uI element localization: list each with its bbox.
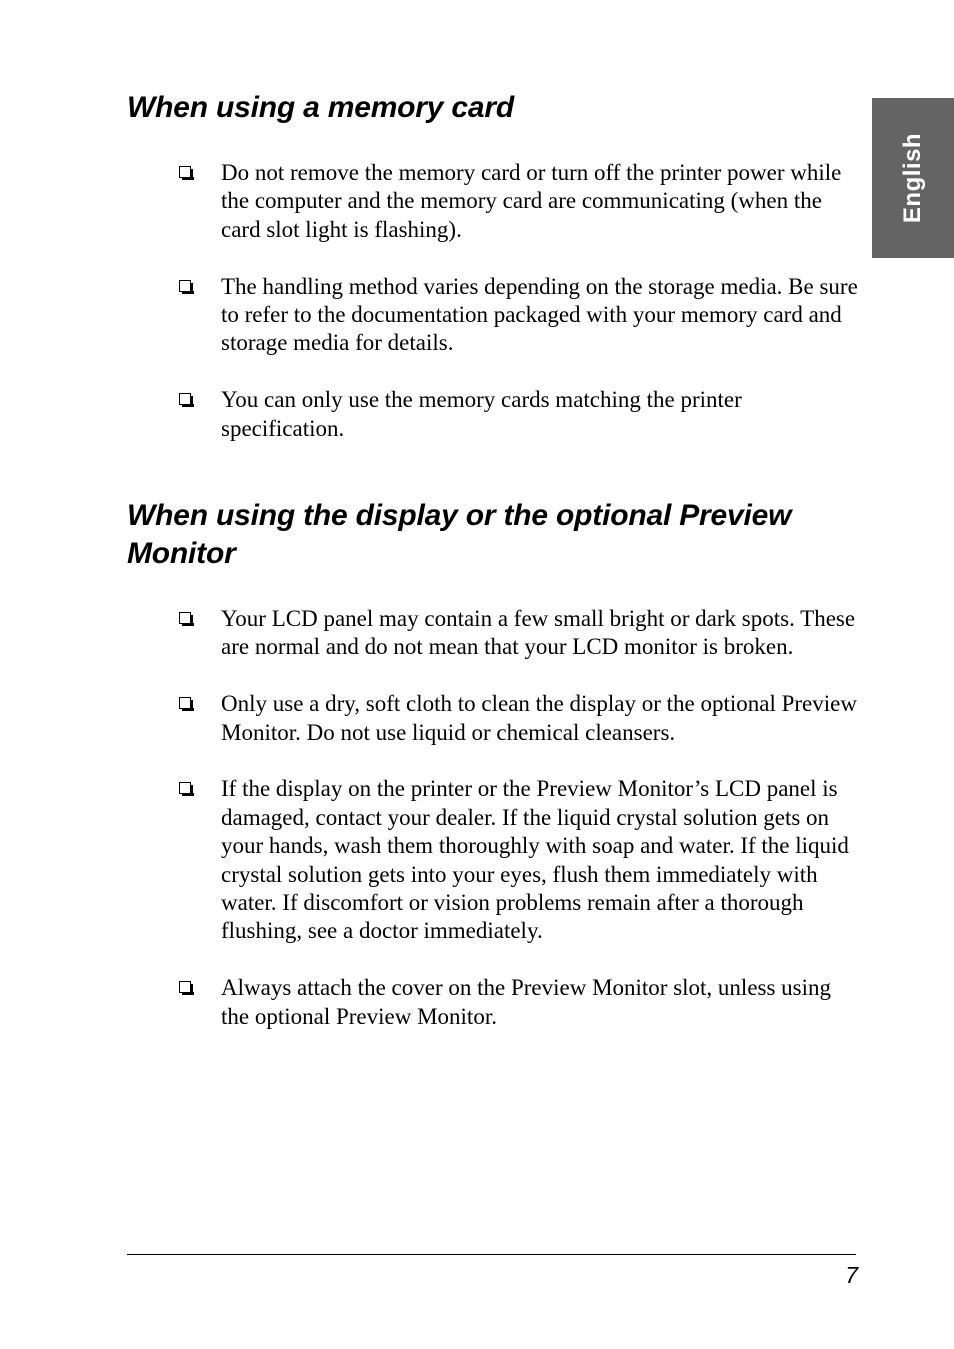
language-side-tab [872,98,954,258]
list-item-text: Your LCD panel may contain a few small bright or dark spots. These are normal and do not mean that your LCD monitor is broken. [221,606,856,660]
checkbox-bullet-icon [179,697,191,709]
list-item-text: The handling method varies depending on the storage media. Be sure to refer to the documentation packaged with your memory card and storage media for details. [221,273,858,356]
checkbox-bullet-icon [179,782,191,794]
checkbox-bullet-icon [179,280,191,292]
checkbox-bullet-icon [179,981,191,993]
list-item [178,159,858,244]
display-notes-list [178,605,858,1031]
section-heading-memory-card: When using a memory card [127,91,514,124]
section-heading-display-preview-monitor: When using the display or the optional Preview Monitor [127,499,792,570]
list-item [178,386,858,443]
language-tab-label: English [899,132,926,224]
checkbox-bullet-icon [179,166,191,178]
list-item [178,775,858,945]
list-item-text: If the display on the printer or the Preview Monitor’s LCD panel is damaged, contact your dealer. If the liquid crystal solution gets on your hands, wash them thoroughly with soap and water. If the liquid crystal solution gets into your eyes, flush them immediately with water. If discomfort or vision problems remain after a thorough flushing, see a doctor immediately. [221,776,849,944]
list-item [178,974,858,1031]
list-item [178,605,858,662]
memory-card-notes-list [178,159,858,443]
list-item-text: Always attach the cover on the Preview Monitor slot, unless using the optional Preview Monitor. [221,975,832,1029]
list-item [178,273,858,358]
list-item-text: Only use a dry, soft cloth to clean the display or the optional Preview Monitor. Do not use liquid or chemical cleansers. [221,691,857,745]
list-item-text: You can only use the memory cards matching the printer specification. [221,387,742,441]
footer-divider [127,1254,856,1255]
list-item [178,690,858,747]
checkbox-bullet-icon [179,393,191,405]
page-number: 7 [845,1262,858,1288]
list-item-text: Do not remove the memory card or turn off the printer power while the computer and the memory card are communicating (when the card slot light is flashing). [221,160,842,242]
checkbox-bullet-icon [179,612,191,624]
